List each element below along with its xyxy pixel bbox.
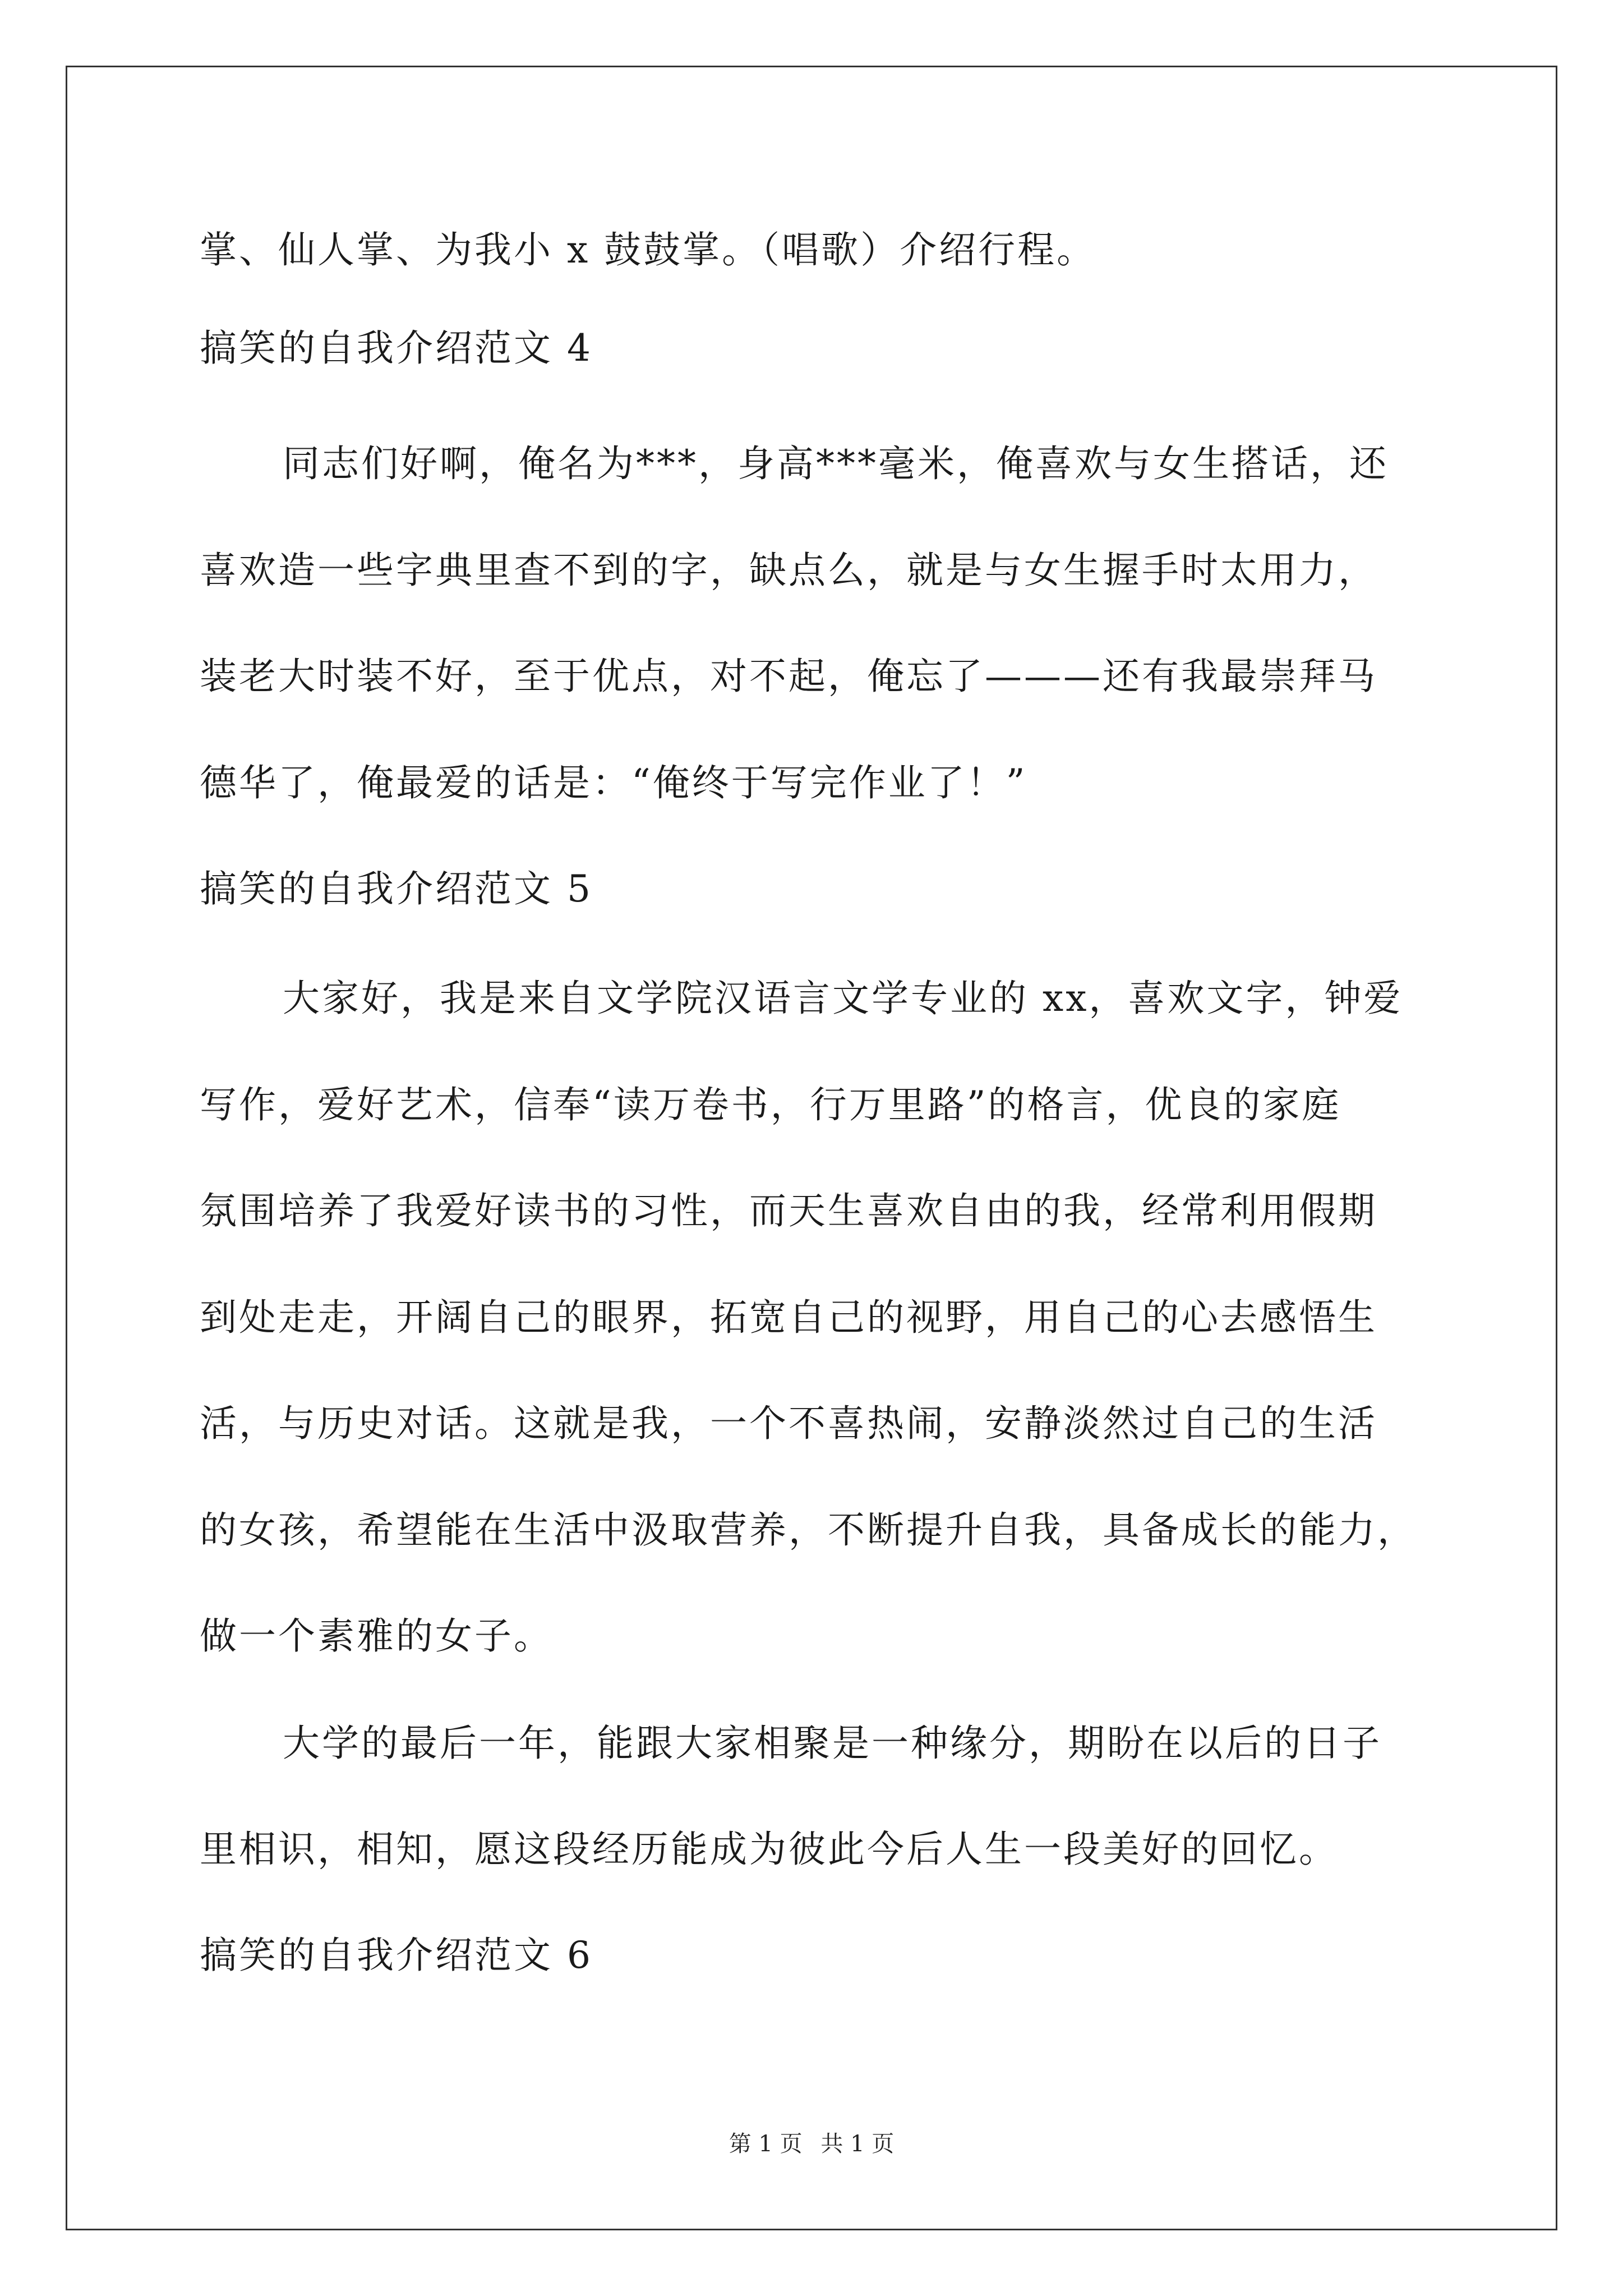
page-footer bbox=[0, 2128, 1623, 2160]
section-heading: 搞笑的自我介绍范文 6 bbox=[200, 1934, 593, 1977]
page-number: 第 1 页 bbox=[728, 2131, 803, 2157]
paragraph-line: 活，与历史对话。这就是我，一个不喜热闹，安静淡然过自己的生活 bbox=[200, 1402, 1377, 1445]
paragraph-line: 氛围培养了我爱好读书的习性，而天生喜欢自由的我，经常利用假期 bbox=[200, 1189, 1377, 1232]
page-total: 共 1 页 bbox=[820, 2131, 895, 2157]
section-heading: 搞笑的自我介绍范文 4 bbox=[200, 326, 593, 370]
paragraph-line: 大家好，我是来自文学院汉语言文学专业的 xx，喜欢文字，钟爱 bbox=[283, 977, 1403, 1020]
paragraph-line: 同志们好啊，俺名为***，身高***毫米，俺喜欢与女生搭话，还 bbox=[283, 442, 1389, 485]
page-border bbox=[66, 66, 1557, 2230]
paragraph-line: 到处走走，开阔自己的眼界，拓宽自己的视野，用自己的心去感悟生 bbox=[200, 1296, 1377, 1339]
paragraph-line: 的女孩，希望能在生活中汲取营养，不断提升自我，具备成长的能力， bbox=[200, 1508, 1417, 1552]
paragraph-line: 做一个素雅的女子。 bbox=[200, 1614, 553, 1658]
paragraph-line: 里相识，相知，愿这段经历能成为彼此今后人生一段美好的回忆。 bbox=[200, 1828, 1338, 1871]
paragraph-line: 写作，爱好艺术，信奉“读万卷书，行万里路”的格言，优良的家庭 bbox=[200, 1083, 1341, 1126]
paragraph-line: 喜欢造一些字典里查不到的字，缺点么，就是与女生握手时太用力， bbox=[200, 549, 1377, 592]
section-heading: 搞笑的自我介绍范文 5 bbox=[200, 867, 593, 910]
paragraph-line: 德华了，俺最爱的话是：“俺终于写完作业了！” bbox=[200, 761, 1027, 804]
paragraph-line: 掌、仙人掌、为我小 x 鼓鼓掌。（唱歌）介绍行程。 bbox=[200, 228, 1096, 272]
paragraph-line: 装老大时装不好，至于优点，对不起，俺忘了———还有我最崇拜马 bbox=[200, 655, 1377, 698]
paragraph-line: 大学的最后一年，能跟大家相聚是一种缘分，期盼在以后的日子 bbox=[283, 1722, 1382, 1765]
